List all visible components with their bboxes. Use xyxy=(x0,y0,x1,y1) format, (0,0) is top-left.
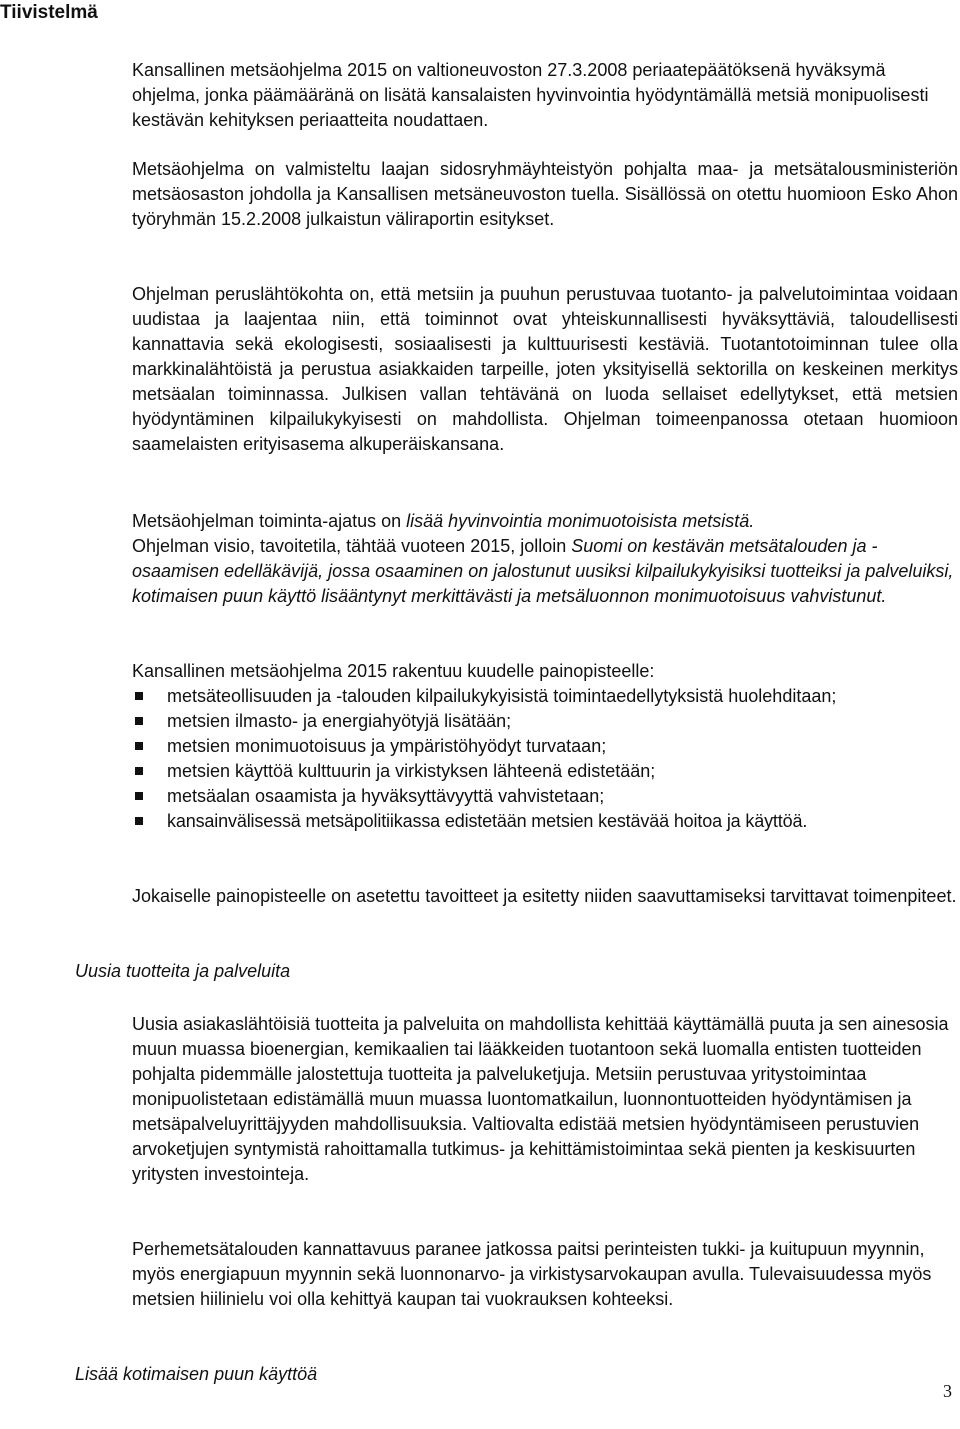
priorities-list xyxy=(132,684,958,834)
list-item-text: metsäteollisuuden ja -talouden kilpailukykyisistä toimintaedellytyksistä huolehditaan; xyxy=(167,686,837,706)
mission-statement: lisää hyvinvointia monimuotoisista metsistä. xyxy=(406,511,755,531)
new-products-paragraph: Uusia asiakaslähtöisiä tuotteita ja palveluita on mahdollista kehittää käyttämällä puuta ja sen ainesosia muun muassa bioenergian, kemikaalien tai lääkkeiden tuotantoon sekä luomalla entisten tuotteiden pohjalta pidemmälle jalostettuja tuotteita ja palveluketjuja. Metsiin perustuvaa yritystoimintaa monipuolistetaan edistämällä muun muassa luontomatkailun, luonnontuotteiden hyödyntämisen ja metsäpalveluyrittäjyyden mahdollisuuksia. Valtiovalta edistää metsien hyödyntämiseen perustuvien arvoketjujen syntymistä rahoittamalla tutkimus- ja kehittämistoimintaa sekä pienten ja keskisuurten yritysten investointeja. xyxy=(132,1014,949,1184)
priorities-section xyxy=(132,659,958,834)
list-item-text: kansainvälisessä metsäpolitiikassa edistetään metsien kestävää hoitoa ja käyttöä. xyxy=(167,811,808,831)
vision-statement: Suomi on kestävän metsätalouden ja -osaamisen edelläkävijä, jossa osaaminen on jalostunut uusiksi kilpailukykyisiksi tuotteiksi ja palveluiksi, kotimaisen puun käyttö lisääntynyt merkittävästi ja metsäluonnon monimuotoisuus vahvistunut. xyxy=(132,536,954,606)
list-item-text: metsien ilmasto- ja energiahyötyjä lisätään; xyxy=(167,711,512,731)
goals-paragraph: Jokaiselle painopisteelle on asetettu tavoitteet ja esitetty niiden saavuttamiseksi tarvittavat toimenpiteet. xyxy=(132,886,957,906)
mission-lead: Metsäohjelman toiminta-ajatus on xyxy=(132,511,407,531)
list-item xyxy=(132,759,958,784)
section-heading-domestic-wood: Lisää kotimaisen puun käyttöä xyxy=(75,1364,318,1384)
list-item xyxy=(132,784,958,809)
document-title: Tiivistelmä xyxy=(0,2,98,23)
list-item xyxy=(132,734,958,759)
starting-point-paragraph: Ohjelman peruslähtökohta on, että metsiin ja puuhun perustuvaa tuotanto- ja palvelutoimintaa voidaan uudistaa ja laajentaa niin, että toiminnot ovat yhteiskunnallisesti hyväksyttäviä, taloudellisesti kannattavia sekä ekologisesti, sosiaalisesti ja kulttuurisesti kestäviä. Tuotantotoiminnan tulee olla markkinalähtöistä ja perustua asiakkaiden tarpeille, joten yksityisellä sektorilla on keskeinen merkitys metsäalan toiminnassa. Julkisen vallan tehtävänä on luoda sellaiset edellytykset, että metsien hyödyntäminen kilpailukykyisesti on mahdollista. Ohjelman toimeenpanossa otetaan huomioon saamelaisten erityisasema alkuperäiskansana. xyxy=(132,284,958,454)
square-bullet-icon xyxy=(135,817,143,825)
priorities-intro: Kansallinen metsäohjelma 2015 rakentuu kuudelle painopisteelle: xyxy=(132,661,655,681)
list-item-text: metsien käyttöä kulttuurin ja virkistyksen lähteenä edistetään; xyxy=(167,761,656,781)
section-heading-new-products: Uusia tuotteita ja palveluita xyxy=(75,961,291,981)
list-item xyxy=(132,709,958,734)
list-item-text: metsäalan osaamista ja hyväksyttävyyttä vahvistetaan; xyxy=(167,786,605,806)
square-bullet-icon xyxy=(135,767,143,775)
page-number: 3 xyxy=(943,1381,952,1401)
list-item xyxy=(132,809,960,834)
intro-paragraph: Kansallinen metsäohjelma 2015 on valtioneuvoston 27.3.2008 periaatepäätöksenä hyväksymä ohjelma, jonka päämääränä on lisätä kansalaisten hyvinvointia hyödyntämällä metsiä monipuolisesti kestävän kehityksen periaatteita noudattaen. xyxy=(132,60,929,130)
square-bullet-icon xyxy=(135,692,143,700)
list-item-text: metsien monimuotoisuus ja ympäristöhyödyt turvataan; xyxy=(167,736,607,756)
family-forestry-paragraph: Perhemetsätalouden kannattavuus paranee jatkossa paitsi perinteisten tukki- ja kuitupuun myynnin, myös energiapuun myynnin sekä luonnonarvo- ja virkistysarvokaupan avulla. Tulevaisuudessa myös metsien hiilinielu voi olla kehittyä kaupan tai vuokrauksen kohteeksi. xyxy=(132,1239,932,1309)
square-bullet-icon xyxy=(135,792,143,800)
vision-lead: Ohjelman visio, tavoitetila, tähtää vuoteen 2015, jolloin xyxy=(132,536,572,556)
list-item xyxy=(132,684,958,709)
mission-vision-paragraph xyxy=(132,509,958,609)
preparation-paragraph: Metsäohjelma on valmisteltu laajan sidosryhmäyhteistyön pohjalta maa- ja metsätalousministeriön metsäosaston johdolla ja Kansallisen metsäneuvoston tuella. Sisällössä on otettu huomioon Esko Ahon työryhmän 15.2.2008 julkaistun väliraportin esitykset. xyxy=(132,159,958,229)
square-bullet-icon xyxy=(135,717,143,725)
square-bullet-icon xyxy=(135,742,143,750)
